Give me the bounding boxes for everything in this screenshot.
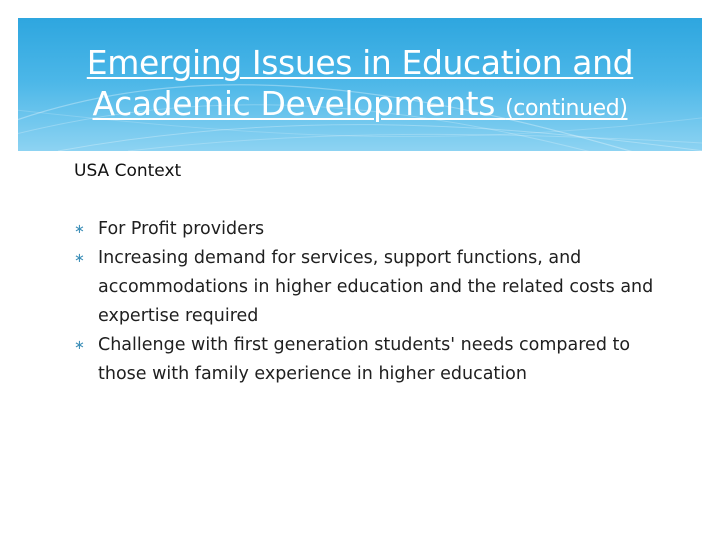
title-continued-label: (continued) bbox=[505, 96, 628, 121]
bullet-item bbox=[74, 331, 654, 389]
bullet-text: Increasing demand for services, support functions, and accommodations in higher education and the related costs and expertise required bbox=[98, 248, 654, 326]
bullet-marker-icon: ∗ bbox=[74, 222, 85, 237]
bullet-text: For Profit providers bbox=[98, 219, 265, 239]
title-band bbox=[18, 18, 702, 151]
bullet-item bbox=[74, 244, 654, 331]
title-line-1: Emerging Issues in Education and bbox=[86, 43, 634, 82]
bullet-text: Challenge with first generation students' needs compared to those with family experience in higher education bbox=[98, 335, 631, 384]
bullet-marker-icon: ∗ bbox=[74, 251, 85, 266]
title-line-2: Academic Developments bbox=[92, 84, 506, 123]
bullet-marker-icon: ∗ bbox=[74, 338, 85, 353]
bullet-item bbox=[74, 215, 654, 244]
slide-title bbox=[18, 42, 702, 129]
bullet-list bbox=[74, 215, 654, 389]
section-subtitle: USA Context bbox=[74, 161, 182, 181]
